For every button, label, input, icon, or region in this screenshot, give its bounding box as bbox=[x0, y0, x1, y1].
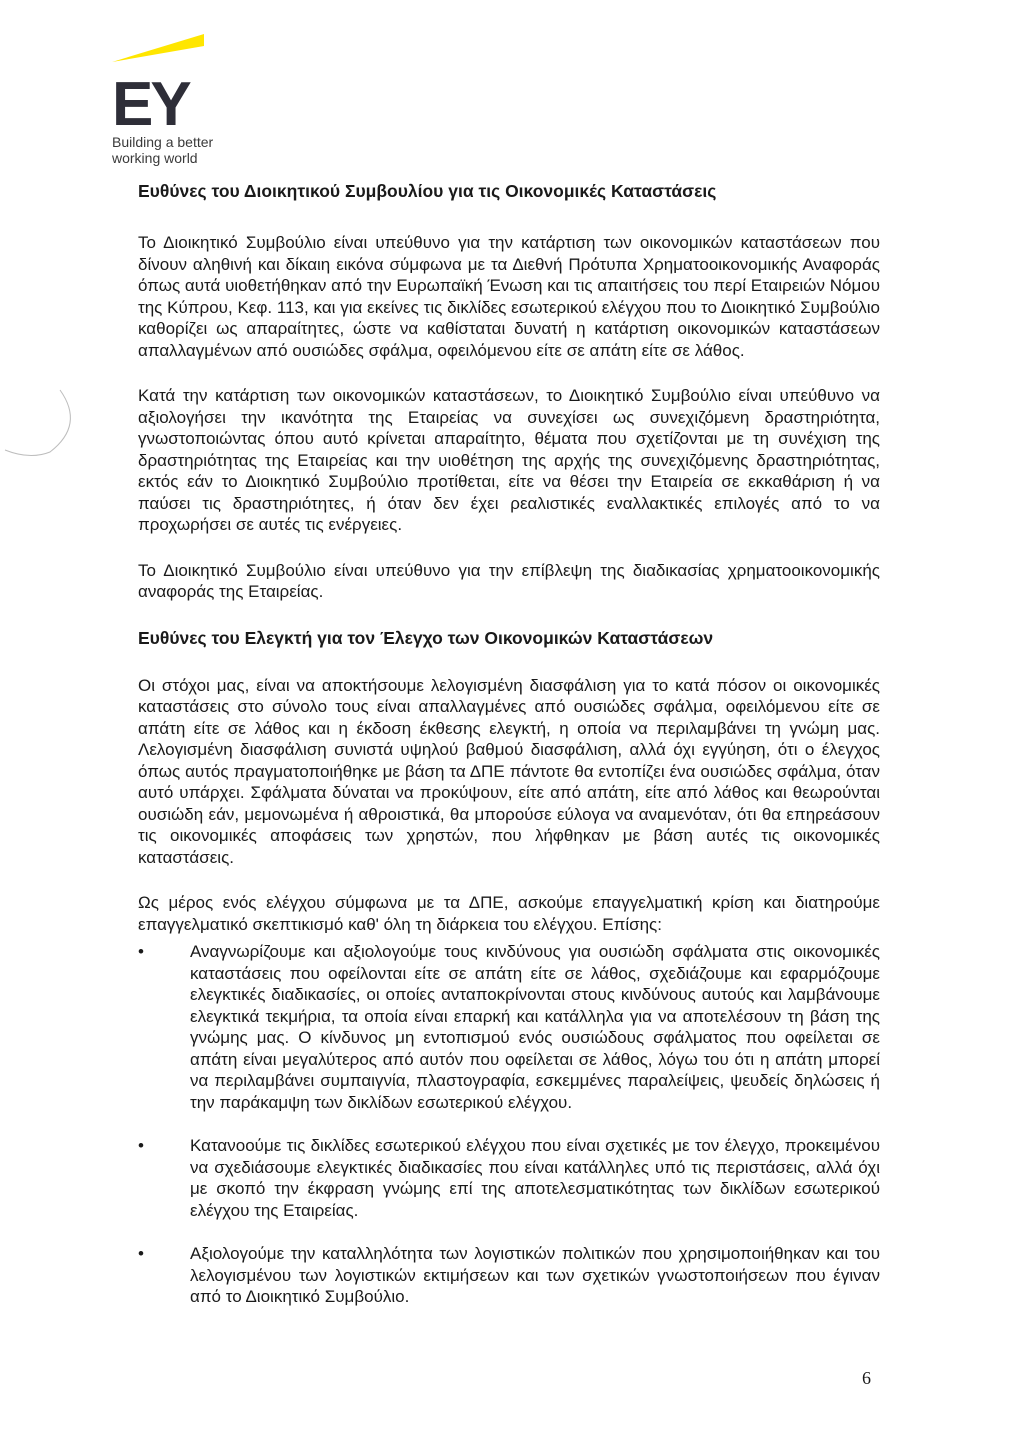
section-heading-board-responsibilities: Ευθύνες του Διοικητικού Συμβουλίου για τις Οικονομικές Καταστάσεις bbox=[138, 181, 717, 201]
audit-procedures-list bbox=[138, 941, 880, 1308]
paragraph: Το Διοικητικό Συμβούλιο είναι υπεύθυνο για την κατάρτιση των οικονομικών καταστάσεων που δίνουν αληθινή και δίκαιη εικόνα σύμφωνα με τα Διεθνή Πρότυπα Χρηματοοικονομικής Αναφοράς όπως αυτά υιοθετήθηκαν από την Ευρωπαϊκή Ένωση και τις απαιτήσεις του περί Εταιρειών Νόμου της Κύπρου, Κεφ. 113, και για εκείνες τις δικλίδες εσωτερικού ελέγχου που το Διοικητικό Συμβούλιο καθορίζει ως απαραίτητες, ώστε να καθίσταται δυνατή η κατάρτιση οικονομικών καταστάσεων απαλλαγμένων από ουσιώδες σφάλμα, οφειλόμενου είτε σε απάτη είτε σε λάθος. bbox=[138, 233, 880, 360]
list-item-text: Κατανοούμε τις δικλίδες εσωτερικού ελέγχου που είναι σχετικές με τον έλεγχο, προκειμένου να σχεδιάσουμε ελεγκτικές διαδικασίες που είναι κατάλληλες υπό τις περιστάσεις, αλλά όχι με σκοπό την έκφραση γνώμης επί της αποτελεσματικότητας των δικλίδων εσωτερικού ελέγχου της Εταιρείας. bbox=[190, 1136, 880, 1220]
paragraph: Το Διοικητικό Συμβούλιο είναι υπεύθυνο για την επίβλεψη της διαδικασίας χρηματοοικονομικής αναφοράς της Εταιρείας. bbox=[138, 560, 880, 601]
bullet-icon: • bbox=[138, 1136, 144, 1155]
ey-logo bbox=[112, 30, 232, 170]
ey-wordmark: EY bbox=[112, 70, 189, 139]
list-item bbox=[138, 941, 880, 1113]
scan-artifact-curve bbox=[0, 380, 90, 470]
ey-tagline bbox=[112, 134, 213, 166]
bullet-icon: • bbox=[138, 1244, 144, 1263]
page-number: 6 bbox=[862, 1368, 871, 1388]
paragraph: Κατά την κατάρτιση των οικονομικών καταστάσεων, το Διοικητικό Συμβούλιο είναι υπεύθυνο να αξιολογήσει την ικανότητα της Εταιρείας να συνεχίσει ως συνεχιζόμενη δραστηριότητα, γνωστοποιώντας όπου αυτό κρίνεται απαραίτητο, θέματα που σχετίζονται με τη συνέχιση της δραστηριότητας της Εταιρείας και την υιοθέτηση της αρχής της συνεχιζόμενης δραστηριότητας, εκτός εάν το Διοικητικό Συμβούλιο προτίθεται, είτε να θέσει την Εταιρεία σε εκκαθάριση ή να παύσει τις δραστηριότητες, ή όταν δεν έχει ρεαλιστικές εναλλακτικές επιλογές από το να προχωρήσει σε αυτές τις ενέργειες. bbox=[138, 386, 880, 534]
paragraph: Ως μέρος ενός ελέγχου σύμφωνα με τα ΔΠΕ, ασκούμε επαγγελματική κρίση και διατηρούμε επαγγελματικό σκεπτικισμό καθ' όλη τη διάρκεια του ελέγχου. Επίσης: bbox=[138, 893, 880, 934]
bullet-icon: • bbox=[138, 942, 144, 961]
list-item-text: Αξιολογούμε την καταλληλότητα των λογιστικών πολιτικών που χρησιμοποιήθηκαν και του λελογισμένου των λογιστικών εκτιμήσεων και των σχετικών γνωστοποιήσεων που έγιναν από το Διοικητικό Συμβούλιο. bbox=[190, 1244, 880, 1306]
section-heading-auditor-responsibilities: Ευθύνες του Ελεγκτή για τον Έλεγχο των Οικονομικών Καταστάσεων bbox=[138, 627, 714, 648]
paragraph: Οι στόχοι μας, είναι να αποκτήσουμε λελογισμένη διασφάλιση για το κατά πόσον οι οικονομικές καταστάσεις στο σύνολο τους είναι απαλλαγμένες από ουσιώδες σφάλμα, οφειλόμενου είτε σε απάτη είτε σε λάθος και η έκδοση έκθεσης ελεγκτή, η οποία να περιλαμβάνει τη γνώμη μας. Λελογισμένη διασφάλιση συνιστά υψηλού βαθμού διασφάλιση, αλλά όχι εγγύηση, ότι ο έλεγχος όπως αυτός πραγματοποιήθηκε με βάση τα ΔΠΕ πάντοτε θα εντοπίζει ένα ουσιώδες σφάλμα, όταν αυτό υπάρχει. Σφάλματα δύναται να προκύψουν, είτε από απάτη, είτε από λάθος και θεωρούνται ουσιώδη εάν, μεμονωμένα ή αθροιστικά, θα μπορούσε εύλογα να αναμενόταν, ότι θα επηρεάσουν τις οικονομικές αποφάσεις των χρηστών, που λήφθηκαν με βάση αυτές τις οικονομικές καταστάσεις. bbox=[138, 675, 880, 867]
document-body bbox=[138, 180, 880, 1330]
list-item bbox=[138, 1243, 880, 1308]
ey-beam-icon bbox=[112, 30, 212, 70]
ey-tagline-line2: working world bbox=[112, 150, 198, 166]
list-item-text: Αναγνωρίζουμε και αξιολογούμε τους κινδύνους για ουσιώδη σφάλματα στις οικονομικές καταστάσεις που οφείλονται είτε σε απάτη είτε σε λάθος, σχεδιάζουμε και εφαρμόζουμε ελεγκτικές διαδικασίες, οι οποίες ανταποκρίνονται στους κινδύνους αυτούς και λαμβάνουμε ελεγκτικά τεκμήρια, τα οποία είναι επαρκή και κατάλληλα για να αποτελέσουν τη βάση της γνώμης μας. Ο κίνδυνος μη εντοπισμού ενός ουσιώδους σφάλματος που οφείλεται σε απάτη είναι μεγαλύτερος από αυτόν που οφείλεται σε λάθος, λόγω του ότι η απάτη μπορεί να περιλαμβάνει συμπαιγνία, πλαστογραφία, εσκεμμένες παραλείψεις, ψευδείς δηλώσεις ή την παράκαμψη των δικλίδων εσωτερικού ελέγχου. bbox=[190, 942, 880, 1112]
ey-tagline-line1: Building a better bbox=[112, 134, 214, 150]
list-item bbox=[138, 1135, 880, 1221]
